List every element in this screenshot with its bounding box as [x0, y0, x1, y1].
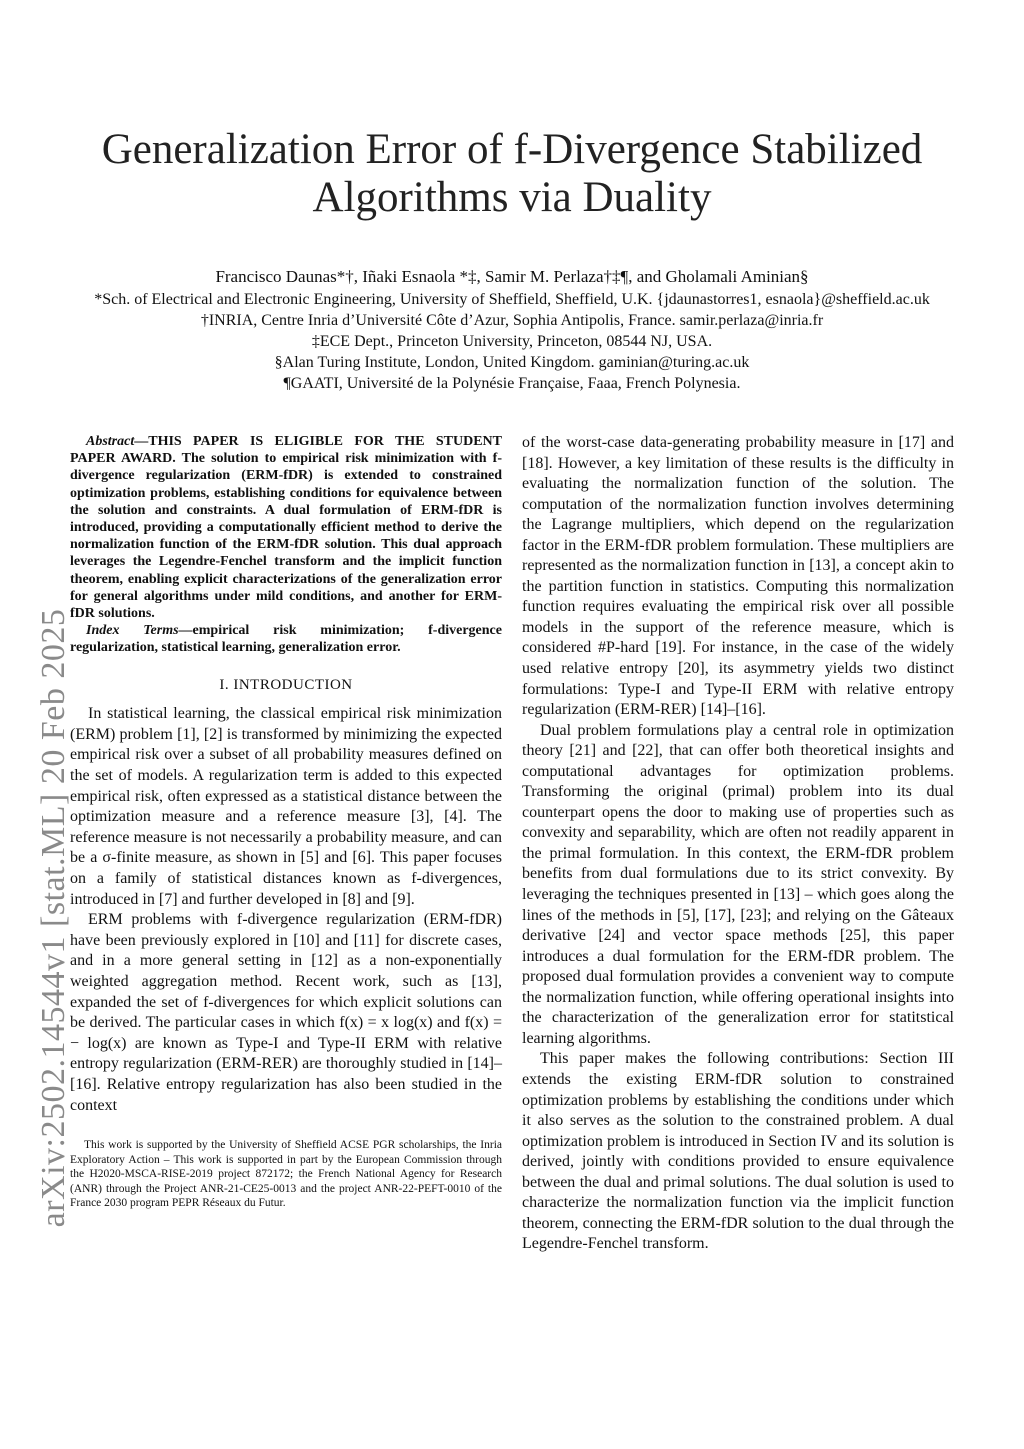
index-terms-label: Index Terms [86, 623, 179, 639]
intro-paragraph-4: Dual problem formulations play a central role in optimization theory [21] and [22], that can offer both theoretical insights and computational advantages for optimization problems. Transforming the original (primal) problem into its dual counterpart opens the door to making use of properties such as convexity and separability, which are often not readily apparent in the primal formulation. In this context, the ERM-fDR problem benefits from dual formulations due to its strict convexity. By leveraging the techniques presented in [13] – which goes along the lines of the methods in [5], [17], [23]; and relying on the Gâteaux derivative [24] and vector space methods [25], this paper introduces a dual formulation for the ERM-fDR problem. The proposed dual formulation provides a convenient way to compute the normalization function, while offering operational insights into the characterization of the generalization error for statitstical learning algorithms. [522, 721, 954, 1047]
intro-paragraph-5: This paper makes the following contributions: Section III extends the existing ERM-fDR solution to constrained optimization problems by establishing the conditions under which it also serves as the solution to the constrained problem. A dual optimization problem is introduced in Section IV and its solution is derived, jointly with conditions provided to ensure equivalence between the dual and primal solutions. The dual solution is used to characterize the normalization function via the implicit function theorem, connecting the ERM-fDR solution to the dual through the Legendre-Fenchel transform. [522, 1050, 954, 1253]
right-column [522, 433, 954, 1255]
abstract [70, 433, 502, 622]
affiliation-inria: †INRIA, Centre Inria d’Université Côte d’Azur, Sophia Antipolis, France. samir.perlaza@inria.fr [200, 312, 824, 329]
title-line-2: Algorithms via Duality [312, 174, 712, 221]
title-line-1: Generalization Error of f-Divergence Stabilized [101, 126, 923, 173]
section-heading-introduction: I. INTRODUCTION [219, 676, 353, 693]
intro-paragraph-3: of the worst-case data-generating probability measure in [17] and [18]. However, a key limitation of these results is the difficulty in evaluating the normalization function of the solution. The computation of the normalization function involves determining the Lagrange multipliers, which depend on the regularization factor in the ERM-fDR problem formulation. These multipliers are represented as the normalization function in [13], a concept akin to the partition function in statistics. Computing this normalization function requires evaluating the empirical risk over all possible models in the support of the reference measure, which is considered #P-hard [19]. For instance, in the case of the widely used relative entropy [20], its asymmetry yields two distinct formulations: Type-I and Type-II ERM with relative entropy regularization (ERM-RER) [14]–[16]. [522, 434, 954, 719]
index-terms [70, 622, 502, 656]
paper-title [80, 126, 944, 222]
author-names: Francisco Daunas*†, Iñaki Esnaola *‡, Samir M. Perlaza†‡¶, and Gholamali Aminian§ [215, 267, 809, 286]
abstract-label: Abstract [86, 434, 135, 449]
affiliation-princeton: ‡ECE Dept., Princeton University, Princeton, 08544 NJ, USA. [311, 333, 713, 350]
affiliation-sheffield: *Sch. of Electrical and Electronic Engineering, University of Sheffield, Sheffield, U.K. {jdaunastorres1, esnaola}@sheffield.ac.uk [94, 291, 930, 308]
funding-footnote: This work is supported by the University of Sheffield ACSE PGR scholarships, the Inria Exploratory Action – This work is supported in part by the European Commission through the H2020-MSCA-RISE-2019 project 872172; the French National Agency for Research (ANR) through the Project ANR-21-CE25-0013 and the project ANR-22-PEFT-0010 of the France 2030 program PEPR Réseaux du Futur. [70, 1139, 502, 1210]
index-terms-text: —empirical risk minimization; f-divergence regularization, statistical learning, generalization error. [70, 623, 502, 656]
arxiv-id-text: arXiv:2502.14544v1 [stat.ML] 20 Feb 2025 [35, 608, 72, 1228]
left-column [70, 433, 502, 1211]
affiliation-turing: §Alan Turing Institute, London, United Kingdom. gaminian@turing.ac.uk [274, 354, 750, 371]
intro-paragraph-1: In statistical learning, the classical empirical risk minimization (ERM) problem [1], [2] is transformed by minimizing the expected empirical risk over a subset of all probability measures defined on the set of models. A regularization term is added to this expected empirical risk, often expressed as a statistical distance between the optimization measure and a reference measure [3], [4]. The reference measure is not necessarily a probability measure, and can be a σ-finite measure, as shown in [5] and [6]. This paper focuses on a family of statistical distances known as f-divergences, introduced in [7] and further developed in [8] and [9]. [70, 705, 502, 908]
author-block [60, 266, 964, 394]
affiliation-gaati: ¶GAATI, Université de la Polynésie Française, Faaa, French Polynesia. [283, 375, 741, 392]
intro-paragraph-2: ERM problems with f-divergence regularization (ERM-fDR) have been previously explored in [10] and [11] for discrete cases, and in a more general setting in [12] as a non-exponentially weighted aggregation method. Recent work, such as [13], expanded the set of f-divergences for which explicit solutions can be derived. The particular cases in which f(x) = x log(x) and f(x) = − log(x) are known as Type-I and Type-II ERM with relative entropy regularization (ERM-RER) are thoroughly studied in [14]–[16]. Relative entropy regularization has also been studied in the context [70, 911, 502, 1114]
abstract-text: —THIS PAPER IS ELIGIBLE FOR THE STUDENT PAPER AWARD. The solution to empirical risk minimization with f-divergence regularization (ERM-fDR) is extended to constrained optimization problems, establishing conditions for equivalence between the solution and constraints. A dual formulation of ERM-fDR is introduced, providing a computationally efficient method to derive the normalization function of the ERM-fDR solution. This dual approach leverages the Legendre-Fenchel transform and the implicit function theorem, enabling explicit characterizations of the generalization error for general algorithms under mild conditions, and another for ERM-fDR solutions. [70, 434, 502, 622]
